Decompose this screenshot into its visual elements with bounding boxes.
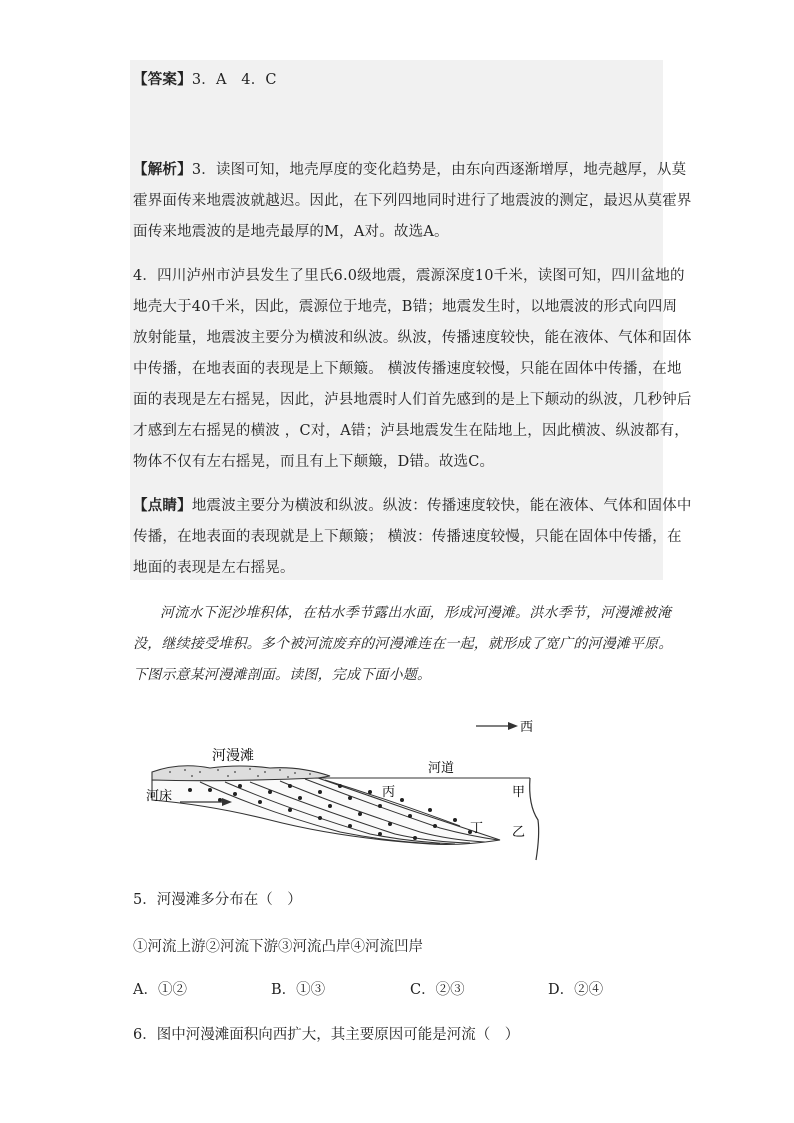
bing-label: 丙	[382, 785, 396, 800]
analysis4-line-5: 面的表现是左右摇晃，因此，泸县地震时人们首先感到的是上下颠动的纵波，几秒钟后	[133, 392, 692, 408]
comment-line-1: 【点睛】地震波主要分为横波和纵波。纵波：传播速度较快，能在液体、气体和固体中	[133, 497, 692, 514]
q6-stem: 6．图中河漫滩面积向西扩大，其主要原因可能是河流（ ）	[133, 1027, 520, 1043]
intro-line-2: 没，继续接受堆积。多个被河流废弃的河漫滩连在一起，就形成了宽广的河漫滩平原。	[133, 636, 673, 652]
analysis4-line-3: 放射能量，地震波主要分为横波和纵波。纵波，传播速度较快，能在液体、气体和固体	[133, 330, 692, 346]
analysis4-line-1: 4．四川泸州市泸县发生了里氏6.0级地震，震源深度10千米，读图可知，四川盆地的	[133, 268, 685, 284]
answer-text: 3．A 4．C	[191, 72, 277, 88]
q5-items: ①河流上游②河流下游③河流凸岸④河流凹岸	[133, 939, 423, 955]
west-label: 西	[520, 720, 534, 735]
q5-option-d[interactable]: D．②④	[548, 982, 604, 998]
floodplain-diagram	[140, 710, 560, 870]
comment-line-2: 传播，在地表面的表现就是上下颠簸； 横波：传播速度较慢，只能在固体中传播，在	[133, 529, 682, 545]
answer-label: 【答案】	[133, 71, 192, 88]
q5-option-a[interactable]: A．①②	[133, 982, 187, 998]
yi-label: 乙	[512, 825, 526, 840]
q5-option-b[interactable]: B．①③	[271, 982, 326, 998]
analysis-line-3: 面传来地震波的是地壳最厚的M，A对。故选A。	[133, 224, 449, 240]
channel-label: 河道	[428, 761, 455, 776]
comment-label: 【点睛】	[133, 497, 192, 514]
q5-stem: 5．河漫滩多分布在（ ）	[133, 892, 302, 908]
riverbed-label: 河床	[146, 789, 173, 804]
analysis4-line-6: 才感到左右摇晃的横波 ，C对，A错；泸县地震发生在陆地上，因此横波、纵波都有，	[133, 423, 689, 439]
ding-label: 丁	[470, 821, 484, 836]
answer-line	[133, 68, 277, 89]
q5-option-c[interactable]: C．②③	[410, 982, 465, 998]
analysis4-line-2: 地壳大于40千米，因此，震源位于地壳，B错；地震发生时，以地震波的形式向四周	[133, 299, 678, 315]
analysis-label: 【解析】	[133, 161, 192, 178]
analysis4-line-4: 中传播，在地表面的表现是上下颠簸。 横波传播速度较慢，只能在固体中传播，在地	[133, 361, 682, 377]
intro-line-3: 下图示意某河漫滩剖面。读图，完成下面小题。	[133, 667, 432, 683]
jia-label: 甲	[512, 785, 526, 800]
floodplain-label: 河漫滩	[212, 748, 254, 764]
analysis-line-2: 霍界面传来地震波就越迟。因此，在下列四地同时进行了地震波的测定，最迟从莫霍界	[133, 193, 692, 209]
intro-line-1: 河流水下泥沙堆积体，在枯水季节露出水面，形成河漫滩。洪水季节，河漫滩被淹	[160, 605, 672, 621]
comment-line-3: 地面的表现是左右摇晃。	[133, 560, 295, 576]
analysis-line-1: 【解析】3．读图可知，地壳厚度的变化趋势是，由东向西逐渐增厚，地壳越厚，从莫	[133, 161, 687, 178]
analysis4-line-7: 物体不仅有左右摇晃，而且有上下颠簸，D错。故选C。	[133, 454, 495, 470]
